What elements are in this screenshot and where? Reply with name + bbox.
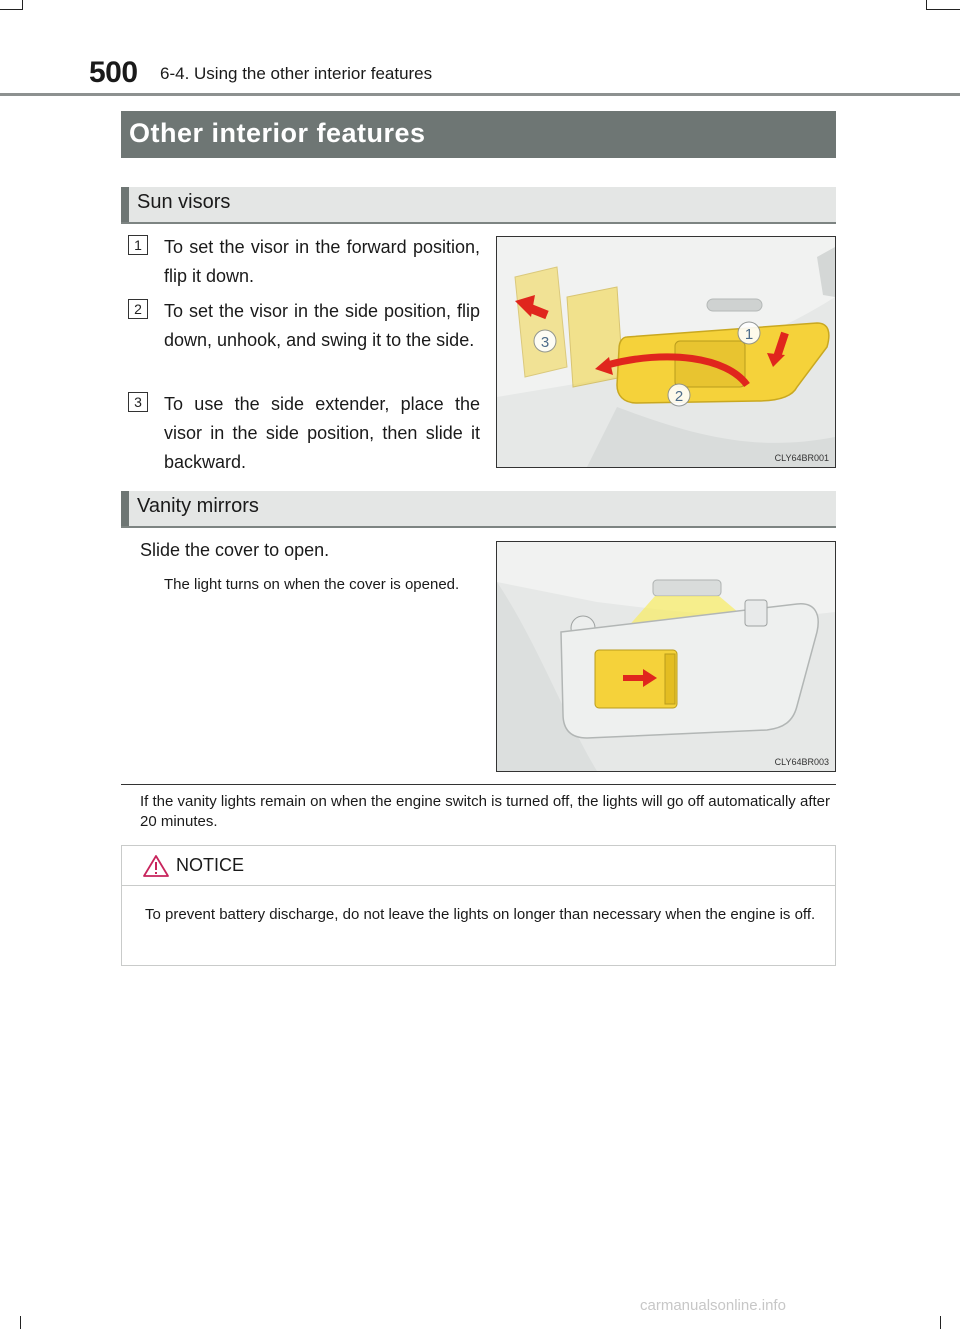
section-heading-vanity-mirrors (121, 491, 836, 528)
vanity-instruction: Slide the cover to open. (140, 540, 330, 560)
section-divider (121, 784, 836, 785)
section-heading-sun-visors (121, 187, 836, 224)
callout-label: 1 (744, 326, 754, 343)
step-number: 3 (128, 392, 148, 412)
step-item (128, 233, 480, 291)
watermark: carmanualsonline.info (640, 1297, 786, 1314)
notice-header (122, 846, 835, 886)
sun-visor-illustration (496, 236, 836, 468)
callout-label: 3 (540, 334, 550, 351)
page-title: Other interior features (121, 111, 836, 158)
step-item (128, 297, 480, 355)
page-number: 500 (89, 56, 138, 89)
crop-mark (22, 0, 23, 10)
step-number: 1 (128, 235, 148, 255)
crop-mark (0, 9, 22, 10)
footnote: If the vanity lights remain on when the engine switch is turned off, the lights will go off automatically after 20 minutes. (140, 793, 830, 830)
notice-text: To prevent battery discharge, do not leave the lights on longer than necessary when the engine is off. (145, 906, 816, 923)
figure-id: CLY64BR001 (774, 453, 829, 463)
figure-id: CLY64BR003 (774, 757, 829, 767)
vanity-mirror-illustration (496, 541, 836, 772)
warning-triangle-icon (142, 854, 170, 878)
vanity-mirror-drawing (497, 542, 835, 771)
notice-title: NOTICE (176, 855, 245, 875)
crop-mark (20, 1316, 21, 1329)
notice-box (121, 845, 836, 966)
step-number: 2 (128, 299, 148, 319)
step-text: To set the visor in the forward position, flip it down. (164, 237, 480, 286)
heading-accent (121, 491, 129, 526)
crop-mark (926, 9, 960, 10)
section-heading-label: Sun visors (137, 191, 231, 213)
step-text: To use the side extender, place the visor in the side position, then slide it backward. (164, 394, 480, 472)
heading-accent (121, 187, 129, 222)
step-item (128, 390, 480, 477)
vanity-note: The light turns on when the cover is opened. (164, 576, 460, 593)
section-heading-label: Vanity mirrors (137, 495, 259, 517)
crop-mark (940, 1316, 941, 1329)
sun-visor-drawing (497, 237, 835, 467)
callout-label: 2 (674, 388, 684, 405)
step-text: To set the visor in the side position, flip down, unhook, and swing it to the side. (164, 301, 480, 350)
header-rule (0, 93, 960, 96)
section-path: 6-4. Using the other interior features (160, 64, 433, 83)
